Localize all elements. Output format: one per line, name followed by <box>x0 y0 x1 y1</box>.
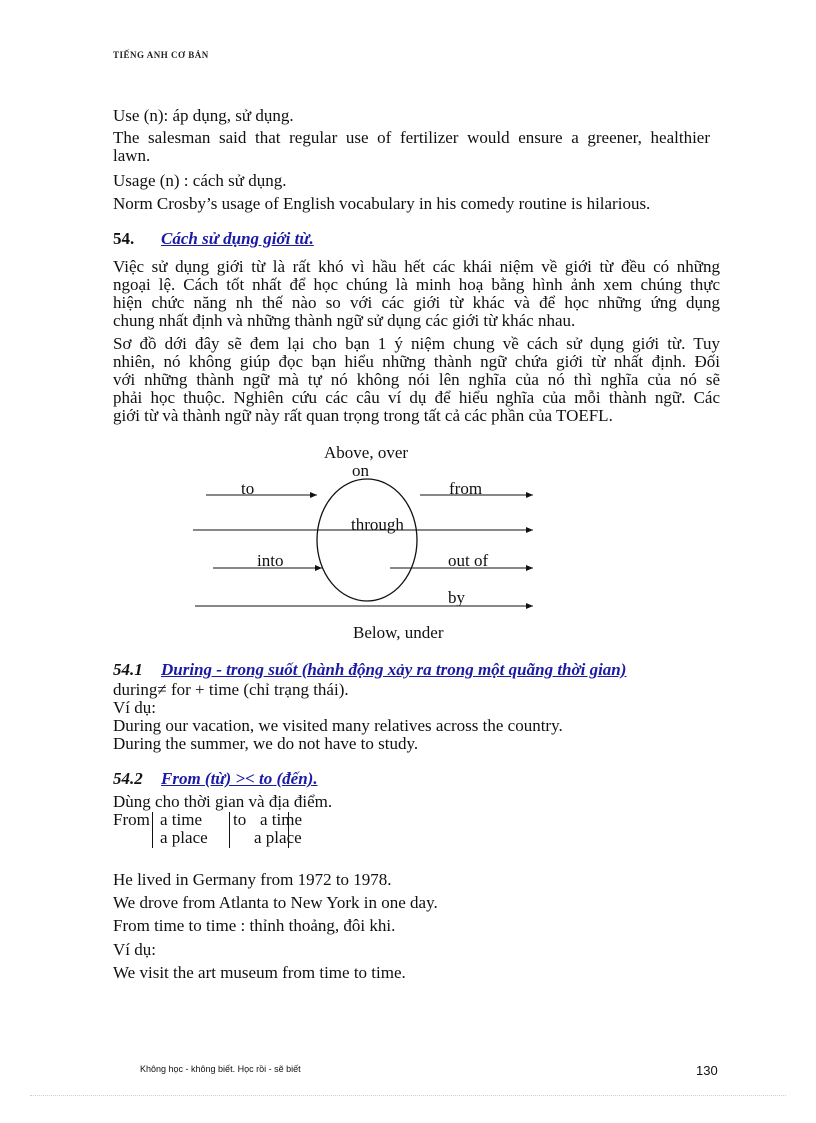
usage-example: Norm Crosby’s usage of English vocabulary in his comedy routine is hilarious. <box>113 194 651 213</box>
paragraph-1-line-2: ngoại lệ. Cách tốt nhất để học chúng là minh hoạ bằng hình ảnh xem chúng thực <box>113 275 720 294</box>
section-54-2-title-link[interactable]: From (từ) >< to (đến). <box>161 769 318 788</box>
section-54-number: 54. <box>113 229 135 248</box>
usage-definition: Usage (n) : cách sử dụng. <box>113 171 287 190</box>
from-time-to-time-idiom: From time to time : thỉnh thoảng, đôi khi. <box>113 916 396 935</box>
paragraph-2-line-3: với những thành ngữ mà tự nó không nói lên nghĩa của nó thì nghĩa của nó sẽ <box>113 370 720 389</box>
to-a-place: a place <box>254 828 302 847</box>
use-definition: Use (n): áp dụng, sử dụng. <box>113 106 294 125</box>
use-example-line-2: lawn. <box>113 146 151 165</box>
bracket-line-2 <box>229 812 230 848</box>
label-above-over: Above, over <box>324 443 409 462</box>
paragraph-2-line-2: nhiên, nó không giúp đọc bạn hiểu những thành ngữ chứa giới từ nhất định. Đối <box>113 352 720 371</box>
from-word: From <box>113 810 150 829</box>
example-label-1: Ví dụ: <box>113 698 156 717</box>
use-example-line-1: The salesman said that regular use of fertilizer would ensure a greener, healthier <box>113 128 710 147</box>
label-to: to <box>241 479 255 498</box>
during-example-1: During our vacation, we visited many relatives across the country. <box>113 716 563 735</box>
running-header: TIẾNG ANH CƠ BẢN <box>113 50 209 60</box>
bracket-line-1 <box>152 812 153 848</box>
example-label-2: Ví dụ: <box>113 940 156 959</box>
paragraph-2-line-5: giới từ và thành ngữ này rất quan trọng trong tất cả các phần của TOEFL. <box>113 406 613 425</box>
paragraph-1-line-1: Việc sử dụng giới từ là rất khó vì hầu hết các khái niệm về giới từ đều có những <box>113 257 720 276</box>
label-on: on <box>352 461 369 480</box>
paragraph-2-line-4: phải học thuộc. Nghiên cứu các câu ví dụ để hiểu nghĩa của mỗi thành ngữ. Các <box>113 388 720 407</box>
from-a-time: a time <box>160 810 203 829</box>
label-below-under: Below, under <box>353 623 444 642</box>
from-time-to-time-example: We visit the art museum from time to time. <box>113 963 406 982</box>
label-through: through <box>351 515 404 534</box>
paragraph-2-line-1: Sơ đồ dới đây sẽ đem lại cho bạn 1 ý niệm chung về cách sử dụng giới từ. Tuy <box>113 334 720 353</box>
section-54-2-number: 54.2 <box>113 769 143 788</box>
paragraph-1-line-3: hiện chức năng nh thế nào so với các giới từ khác và để học những ứng dụng <box>113 293 720 312</box>
footer-slogan: Không học - không biết. Học rồi - sẽ biết <box>140 1064 301 1074</box>
page-divider <box>30 1095 786 1096</box>
from-to-example-2: We drove from Atlanta to New York in one day. <box>113 893 438 912</box>
section-54-1-number: 54.1 <box>113 660 143 679</box>
label-by: by <box>448 588 465 607</box>
from-to-example-1: He lived in Germany from 1972 to 1978. <box>113 870 392 889</box>
from-to-usage: Dùng cho thời gian và địa điểm. <box>113 792 333 811</box>
section-54-title-link[interactable]: Cách sử dụng giới từ. <box>161 229 314 248</box>
to-a-time: a time <box>260 810 303 829</box>
label-out-of: out of <box>448 551 489 570</box>
to-word: to <box>233 810 247 829</box>
page-number: 130 <box>696 1063 718 1078</box>
paragraph-1-line-4: chung nhất định và những thành ngữ sử dụng các giới từ khác nhau. <box>113 311 576 330</box>
label-into: into <box>257 551 284 570</box>
during-example-2: During the summer, we do not have to study. <box>113 734 419 753</box>
bracket-line-3 <box>288 812 289 848</box>
section-54-1-title-link[interactable]: During - trong suốt (hành động xảy ra trong một quãng thời gian) <box>161 660 627 679</box>
during-vs-for: during≠ for + time (chỉ trạng thái). <box>113 680 349 699</box>
label-from: from <box>449 479 483 498</box>
from-a-place: a place <box>160 828 208 847</box>
diagram-circle <box>317 479 417 601</box>
